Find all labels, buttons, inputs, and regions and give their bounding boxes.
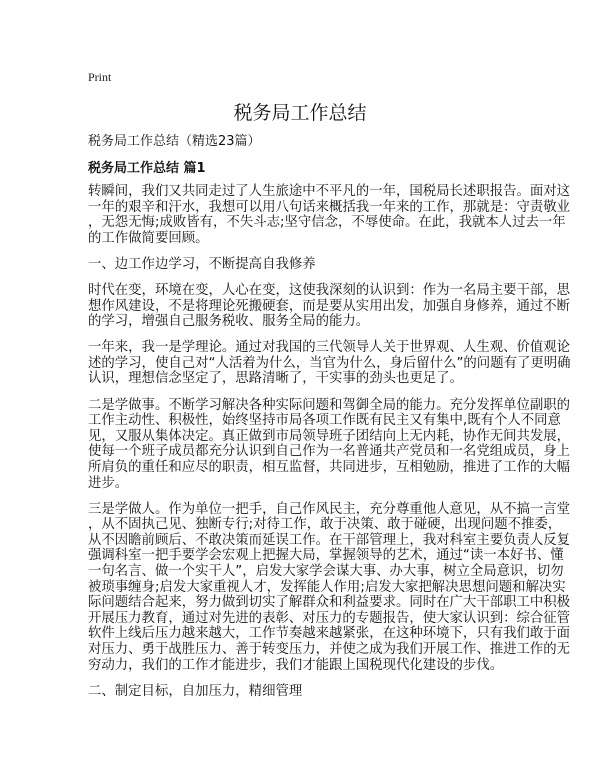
paragraph [88,684,528,700]
paragraph-line: 软件上线后压力越来越大，工作节奏越来越紧张，在这种环境下，只有我们敢于面 [88,626,571,642]
paragraph-line: 进步。 [88,475,129,491]
paragraph-line: 转瞬间，我们又共同走过了人生旅途中不平凡的一年，国税局长述职报告。面对这 [88,184,571,199]
paragraph [88,184,571,246]
paragraph-line: 的学习，增强自己服务税收、服务全局的能力。 [88,314,370,330]
paragraph-line: 认识，理想信念坚定了，思路清晰了，干实事的劲头也更足了。 [88,371,463,387]
paragraph-line: 一年来，我一是学理论。通过对我国的三代领导人关于世界观、人生观、价值观论 [88,340,571,356]
document-body [88,184,571,710]
paragraph [88,397,571,492]
paragraph-line: 际问题结合起来，努力做到切实了解群众和利益要求。同时在广大干部职工中积极 [88,595,571,611]
paragraph-line: ，从不固执己见、独断专行;对待工作，敢于决策、敢于碰硬，出现问题不推委， [88,517,562,533]
paragraph-line: 使每一个班子成员都充分认识到自己作为一名普通共产党员和一名党组成员，身上 [88,444,571,460]
paragraph-line: 穷动力，我们的工作才能进步，我们才能跟上国税现代化建设的步伐。 [88,657,504,673]
paragraph [88,282,571,330]
paragraph-line: 见，又服从集体决定。真正做到市局领导班子团结向上无内耗，协作无间共发展， [88,428,571,444]
paragraph [88,501,571,674]
paragraph-line: 一句名言、做一个实干人”，启发大家学会谋大事、办大事，树立全局意识，切勿 [88,563,564,579]
paragraph-line: 二是学做事。不断学习解决各种实际问题和驾御全局的能力。充分发挥单位副职的 [88,397,571,413]
paragraph [88,340,571,387]
paragraph-line: 述的学习，使自己对“人活着为什么，当官为什么，身后留什么”的问题有了更明确 [88,355,571,371]
section-heading: 税务局工作总结 篇1 [88,161,206,176]
paragraph-line: 一年的艰辛和汗水，我想可以用八句话来概括我一年来的工作，那就是：守责敬业 [88,199,571,215]
paragraph-line: 开展压力教育，通过对先进的表彰、对压力的专题报告，使大家认识到：综合征管 [88,610,571,626]
paragraph-line: 工作主动性、积极性，始终坚持市局各项工作既有民主又有集中,既有个人不同意 [88,413,561,429]
paragraph-line: 一、边工作边学习，不断提高自我修养 [88,256,316,272]
document-title: 税务局工作总结 [233,102,367,124]
paragraph [88,257,528,273]
paragraph-line: 的工作做简要回顾。 [88,230,209,246]
print-label: Print [88,70,112,84]
paragraph-line: 对压力、勇于战胜压力、善于转变压力，并使之成为我们开展工作、推进工作的无 [88,641,571,657]
paragraph-line: 二、制定目标，自加压力，精细管理 [88,683,303,699]
paragraph-line: 所肩负的重任和应尽的职责，相互监督，共同进步，互相勉励，推进了工作的大幅 [88,459,571,475]
document-subtitle: 税务局工作总结（精选23篇） [88,134,261,149]
paragraph-line: 时代在变，环境在变，人心在变，这使我深刻的认识到：作为一名局主要干部，思 [88,282,571,298]
paragraph-line: 强调科室一把手要学会宏观上把握大局，掌握领导的艺术，通过“读一本好书、懂 [88,548,564,564]
paragraph-line: 从不因瞻前顾后、不敢决策而延误工作。在干部管理上，我对科室主要负责人反复 [88,532,571,548]
paragraph-line: ，无怨无悔;成败皆有，不失斗志;坚守信念，不辱使命。在此，我就本人过去一年 [88,215,566,231]
paragraph-line: 三是学做人。作为单位一把手，自己作风民主，充分尊重他人意见，从不搞一言堂 [88,501,571,517]
paragraph-line: 想作风建设，不是将理论死搬硬套，而是要从实用出发，加强自身修养，通过不断 [88,298,571,314]
paragraph-line: 被琐事缠身;启发大家重视人才，发挥能人作用;启发大家把解决思想问题和解决实 [88,579,566,595]
